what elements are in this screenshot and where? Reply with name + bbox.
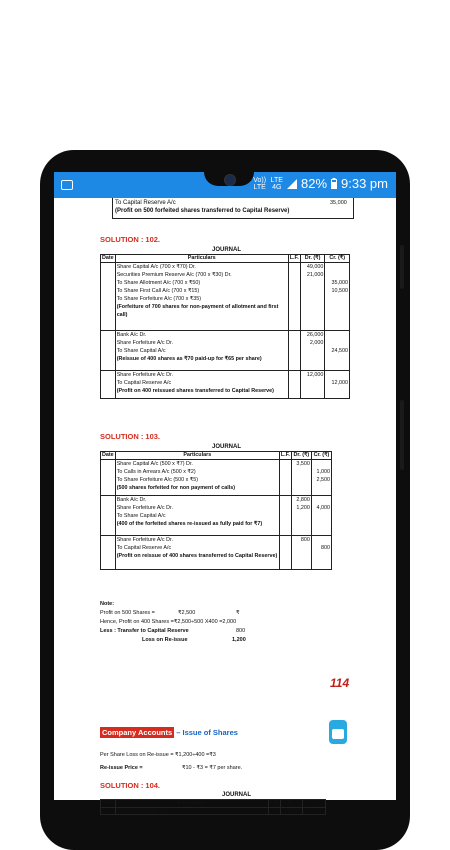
entry-line: Share Capital A/c (700 x ₹70) Dr. <box>116 264 196 270</box>
power-button <box>400 245 404 289</box>
table-header <box>101 255 350 263</box>
status-indicators <box>253 176 388 191</box>
entry-line: To Calls in Arrears A/c (500 x ₹2) <box>116 469 196 475</box>
dr-amount: 26,000 <box>306 332 324 338</box>
col-lf: L.F. <box>269 800 279 806</box>
cr-amount: 2,500 <box>316 477 330 483</box>
entry-line: To Capital Reserve A/c <box>116 545 172 551</box>
dr-amount: 8,000 <box>280 808 303 815</box>
note-line-1: Profit on 500 Shares = ₹2,500 ₹ <box>100 610 240 616</box>
volume-button <box>400 400 404 470</box>
entry-line: Securities Premium Reserve A/c (700 x ₹30) Dr. <box>116 272 232 278</box>
entry-line: To Share Allotment A/c (700 x ₹50) <box>116 280 201 286</box>
entry-narration: (400 of the forfeited shares re-issued as fully paid for ₹7) <box>116 521 263 527</box>
status-bar <box>54 172 396 198</box>
camera-icon <box>224 174 236 186</box>
col-date: Date <box>102 800 114 806</box>
reissue-line: Re-issue Price = ₹10 - ₹3 = ₹7 per share. <box>100 765 243 771</box>
note-heading: Note: <box>100 601 115 607</box>
col-date: Date <box>102 452 114 458</box>
col-cr: Cr. <box>303 800 326 808</box>
journal-heading-102: JOURNAL <box>212 247 242 253</box>
entry-narration: (Forfeiture of 700 shares for non-payment of allotment and first call) <box>116 304 279 318</box>
dr-amount: 21,000 <box>306 272 324 278</box>
note-line-3: Less : Transfer to Capital Reserve 800 <box>100 628 246 634</box>
col-particulars: Particulars <box>115 800 268 808</box>
col-particulars: Particulars <box>115 452 279 460</box>
dr-amount: 12,000 <box>306 372 324 378</box>
solution-103-title: SOLUTION : 103. <box>100 432 161 441</box>
entry-line: Share Capital A/c (500 x ₹7) Dr. <box>116 461 193 467</box>
entry-line: To Share Capital A/c <box>116 513 166 519</box>
entry-line: Share Forfeiture A/c Dr. <box>116 372 174 378</box>
note-line-2: Hence, Profit on 400 Shares =₹2,500÷500 X400 =2,000 <box>100 619 237 625</box>
entry-line: Share Forfeiture A/c Dr. <box>116 537 174 543</box>
entry-narration: (Profit on 400 reissued shares transferred to Capital Reserve) <box>116 388 274 394</box>
top-fragment <box>112 198 354 219</box>
col-dr: Dr. <box>280 800 303 808</box>
entry-line: To Share Capital A/c <box>116 348 166 354</box>
table-row <box>101 371 350 399</box>
volte-indicator: Vo)) LTE <box>253 176 267 191</box>
app-logo-icon <box>329 720 347 744</box>
col-lf: L.F. <box>280 452 290 458</box>
battery-percent: 82% <box>300 176 328 191</box>
entry-line: Bank A/c Dr. <box>116 497 147 503</box>
dr-amount: 49,000 <box>306 264 324 270</box>
dr-amount: 3,500 <box>296 461 310 467</box>
journal-heading-104: JOURNAL <box>222 792 252 798</box>
phone-screen <box>54 172 396 814</box>
entry-narration: (Reissue of 400 shares as ₹70 paid-up for ₹65 per share) <box>116 356 262 362</box>
col-cr: Cr. (₹) <box>325 255 350 263</box>
signal-icon <box>287 179 297 189</box>
journal-table-102 <box>100 254 350 399</box>
fragment-line-2: (Profit on 500 forfeited shares transferred to Capital Reserve) <box>115 208 290 214</box>
entry-line: Share Capital A/c Dr. <box>115 808 268 815</box>
battery-icon <box>331 178 337 189</box>
clock: 9:33 pm <box>341 176 388 191</box>
dr-amount: 2,000 <box>309 340 324 346</box>
fragment-amount: 35,000 <box>330 200 347 206</box>
col-particulars: Particulars <box>115 255 288 263</box>
entry-line: To Share Forfeiture A/c (500 x ₹5) <box>116 477 199 483</box>
entry-line: Bank A/c Dr. <box>116 332 147 338</box>
entry-line: To Capital Reserve A/c <box>116 380 172 386</box>
col-dr: Dr. (₹) <box>291 452 311 460</box>
journal-table-104 <box>100 799 326 815</box>
solution-104-title: SOLUTION : 104. <box>100 781 161 790</box>
dr-amount: 1,200 <box>296 505 310 511</box>
col-cr: Cr. (₹) <box>311 452 331 460</box>
cr-amount: 35,000 <box>331 280 348 286</box>
document-page[interactable] <box>54 198 396 814</box>
dr-amount: 2,800 <box>296 497 310 503</box>
table-row <box>101 331 350 371</box>
page-number: 114 <box>330 676 350 690</box>
cr-amount: 1,000 <box>316 469 330 475</box>
chapter-subtitle: – Issue of Shares <box>176 728 238 737</box>
loss-line: Per Share Loss on Re-issue = ₹1,200÷400 =₹3 <box>100 752 216 758</box>
fragment-line-1: To Capital Reserve A/c <box>115 200 176 206</box>
col-date: Date <box>102 255 114 261</box>
chapter-header <box>100 728 238 737</box>
entry-narration: (500 shares forfeited for non payment of calls) <box>116 485 236 491</box>
note-block <box>100 600 300 645</box>
table-header <box>101 800 326 808</box>
entry-line: To Share Forfeiture A/c (700 x ₹35) <box>116 296 202 302</box>
note-line-4: Loss on Re-issue 1,200 <box>142 637 246 643</box>
cr-amount: 800 <box>321 545 330 551</box>
solution-102-title: SOLUTION : 102. <box>100 235 161 244</box>
table-row <box>101 536 332 570</box>
lte-indicator: LTE 4G <box>270 176 283 191</box>
cr-amount: 24,500 <box>331 348 348 354</box>
entry-line: Share Forfeiture A/c Dr. <box>116 340 174 346</box>
cr-amount: 4,000 <box>316 505 330 511</box>
entry-line: Share Forfeiture A/c Dr. <box>116 505 174 511</box>
col-dr: Dr. (₹) <box>300 255 325 263</box>
table-row <box>101 496 332 536</box>
table-header <box>101 452 332 460</box>
table-row <box>101 263 350 331</box>
cr-amount: 12,000 <box>331 380 348 386</box>
table-row <box>101 808 326 815</box>
col-lf: L.F. <box>289 255 299 261</box>
gallery-icon <box>61 180 73 190</box>
journal-table-103 <box>100 451 332 570</box>
cr-amount: 10,500 <box>331 288 348 294</box>
journal-heading-103: JOURNAL <box>212 444 242 450</box>
entry-narration: (Profit on reissue of 400 shares transferred to Capital Reserve) <box>116 553 278 559</box>
entry-line: To Share First Call A/c (700 x ₹15) <box>116 288 200 294</box>
chapter-label: Company Accounts <box>102 728 173 737</box>
dr-amount: 800 <box>300 537 310 543</box>
table-row <box>101 460 332 496</box>
